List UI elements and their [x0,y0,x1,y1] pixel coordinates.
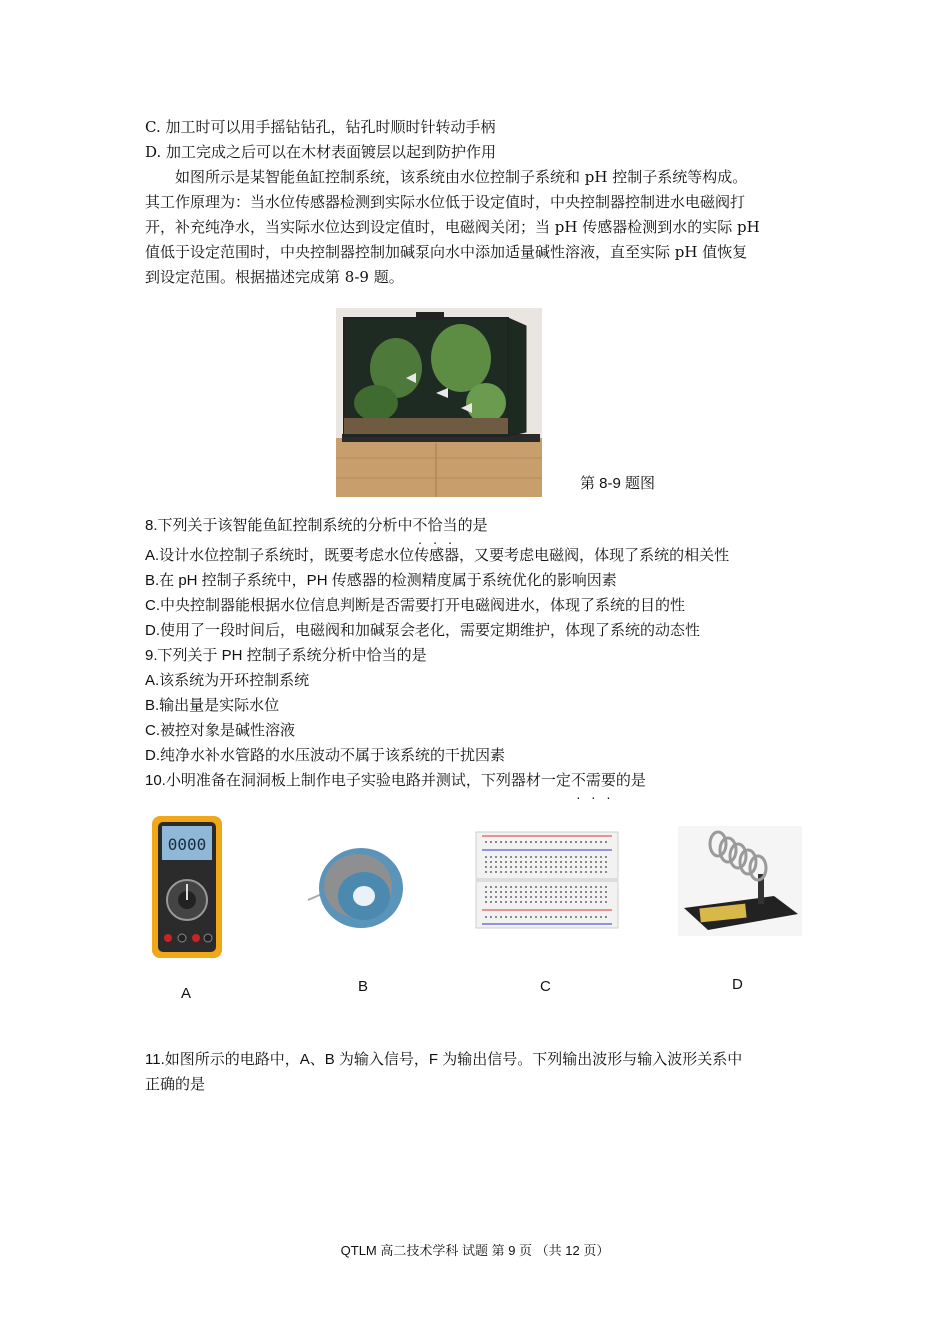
intro-line-2: 其工作原理为：当水位传感器检测到实际水位低于设定值时，中央控制器控制进水电磁阀打 [145,193,746,211]
multimeter-display: 0000 [167,835,207,854]
q11-line-2: 正确的是 [145,1076,206,1093]
q11-line-1: 11.如图所示的电路中，A、B 为输入信号，F 为输出信号。下列输出波形与输入波形关系中 [145,1051,743,1068]
intro-line-4: 值低于设定范围时，中央控制器控制加碱泵向水中添加适量碱性溶液，直至实际 pH 值恢复 [145,243,748,261]
q10-label-a: A [181,985,192,1002]
q10-emphasis-char: 不 [570,772,586,789]
aquarium-photo [336,308,542,497]
solder-spool-icon [306,840,406,936]
q9-option-d: D.纯净水补水管路的水压波动不属于该系统的干扰因素 [145,747,506,764]
multimeter-icon [150,814,224,960]
q10-stem-after: 的是 [615,772,646,789]
q9-option-b: B.输出量是实际水位 [145,697,280,714]
solder-spool-figure [306,840,406,940]
q9-stem: 9.下列关于 PH 控制子系统分析中恰当的是 [145,647,427,664]
q8-stem-after: 的是 [457,517,488,534]
option-d-previous: D. 加工完成之后可以在木材表面镀层以起到防护作用 [145,143,497,161]
q9-option-a: A.该系统为开环控制系统 [145,672,310,689]
q8-stem [145,516,488,536]
q8-option-c: C.中央控制器能根据水位信息判断是否需要打开电磁阀进水，体现了系统的目的性 [145,597,686,614]
q10-stem-before: 10.小明准备在洞洞板上制作电子实验电路并测试，下列器材一定 [145,772,571,789]
q10-label-d: D [732,976,743,993]
q8-option-a: A.设计水位控制子系统时，既要考虑水位传感器，又要考虑电磁阀，体现了系统的相关性 [145,547,730,564]
intro-line-5: 到设定范围。根据描述完成第 8-9 题。 [145,268,404,286]
breadboard-figure [474,830,620,934]
soldering-iron-stand-icon [678,826,802,936]
q8-emphasis-char: 不 [412,517,428,534]
q8-emphasis-char: 恰 [427,517,443,534]
q9-option-c: C.被控对象是碱性溶液 [145,722,296,739]
q10-stem [145,771,646,791]
q10-emphasis-char: 要 [600,772,616,789]
multimeter-figure [150,814,224,964]
q10-label-b: B [358,978,369,995]
figure-caption: 第 8-9 题图 [580,475,656,492]
aquarium-figure [336,308,542,501]
q8-option-b: B.在 pH 控制子系统中，PH 传感器的检测精度属于系统优化的影响因素 [145,572,617,589]
intro-line-1: 如图所示是某智能鱼缸控制系统，该系统由水位控制子系统和 pH 控制子系统等构成。 [145,168,748,186]
q8-stem-before: 8.下列关于该智能鱼缸控制系统的分析中 [145,517,413,534]
q10-emphasis-char: 需 [585,772,601,789]
q8-option-d: D.使用了一段时间后，电磁阀和加碱泵会老化，需要定期维护，体现了系统的动态性 [145,622,701,639]
option-c-previous: C. 加工时可以用手摇钻钻孔，钻孔时顺时针转动手柄 [145,118,496,136]
page-footer: QTLM 高二技术学科 试题 第 9 页 （共 12 页） [340,1243,610,1258]
q10-label-c: C [540,978,551,995]
intro-line-3: 开，补充纯净水，当实际水位达到设定值时，电磁阀关闭；当 pH 传感器检测到水的实际 pH [145,218,760,236]
iron-stand-figure [678,826,802,940]
q8-emphasis-char: 当 [442,517,458,534]
breadboard-icon [474,830,620,930]
